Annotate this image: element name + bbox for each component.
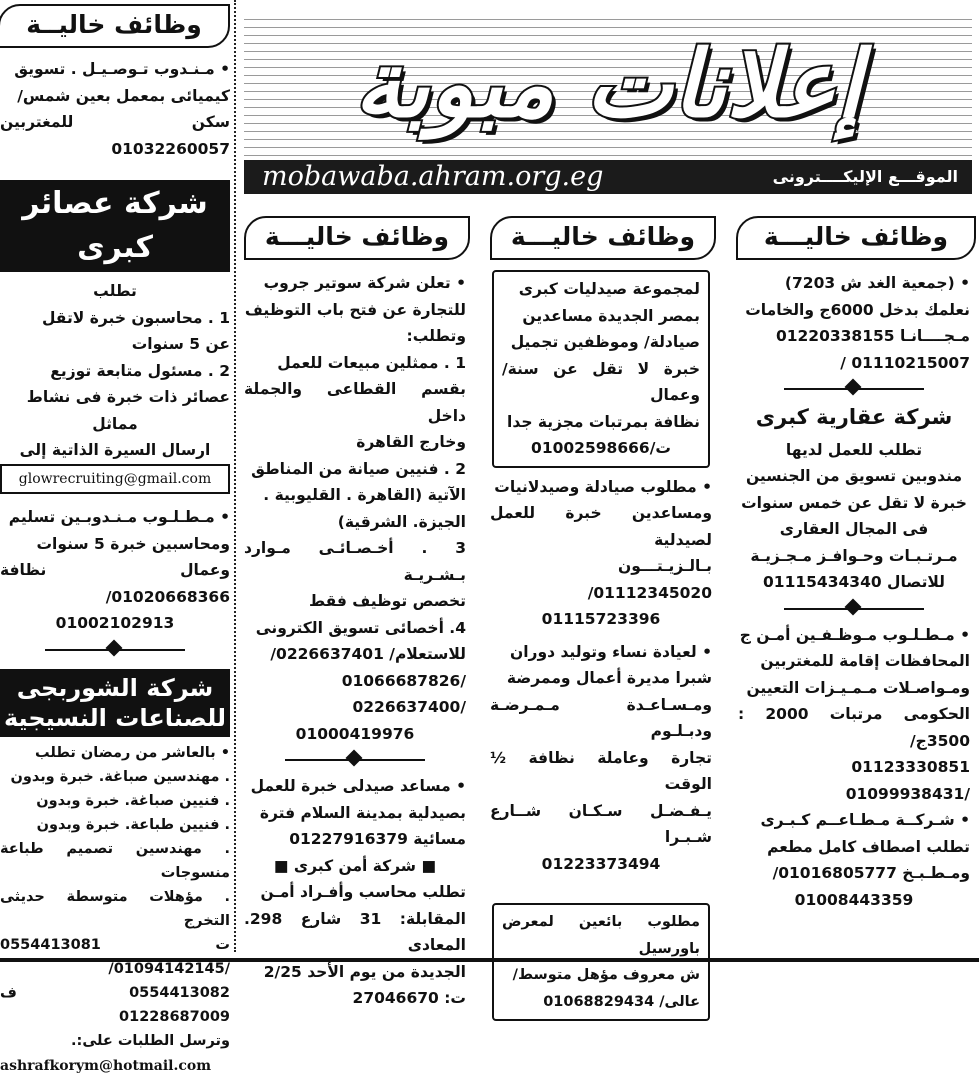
ad-line: 2 . مسئول متابعة توزيع: [0, 358, 230, 385]
ad-security: [738, 622, 970, 808]
ad-line: 01110215007 /: [738, 350, 970, 377]
ad-line: ت/01002598666: [502, 435, 700, 462]
ad-line: وعمال نظافة 01020668366/: [0, 557, 230, 610]
ad-line: 1 . محاسبون خبرة لاتقل: [0, 305, 230, 332]
ad-line: عن 5 سنوات: [0, 331, 230, 358]
ad-line: مندوبين تسويق من الجنسين: [738, 463, 970, 490]
ad-line: 3 . أخـصـائـى مـوارد بـشـريـة: [244, 535, 466, 588]
ad-line: مـجــــانـا 01220338155: [738, 323, 970, 350]
divider: [784, 598, 924, 620]
ad-line: بصيدلية بمدينة السلام فترة: [244, 800, 466, 827]
ad-soter-group: [244, 270, 466, 747]
ad-line: • مـنـدوب تـوصـيـل . تسويق: [0, 56, 230, 83]
ad-line: سكن للمغتربين 01032260057: [0, 109, 230, 162]
company-banner-line: شركة الشوربجى: [0, 673, 230, 703]
ad-line: تطلب للعمل لديها: [738, 437, 970, 464]
ad-line: ومحاسبين خبرة 5 سنوات: [0, 531, 230, 558]
ad-textiles: [0, 741, 230, 1053]
brand-logo: إعلانات مبوبة: [244, 20, 972, 150]
ad-jamaiya: [738, 270, 970, 376]
ad-line: • (جمعية الغد ش 7203): [738, 270, 970, 297]
ad-line: للاستعلام/ 0226637401/: [244, 641, 466, 668]
divider: [45, 639, 185, 661]
ad-line: الجيزة. الشرقية): [244, 509, 466, 536]
ad-line: بـالـزيـتـــون 01112345020/: [490, 553, 712, 606]
ad-line: 4. أخصائى تسويق الكترونى: [244, 615, 466, 642]
ad-line: 01123330851 /01099938431: [738, 754, 970, 807]
ad-line: ارسال السيرة الذاتية إلى: [0, 437, 230, 464]
divider: [285, 749, 425, 771]
section-header-far: وظائف خاليــة: [0, 4, 230, 48]
ad-delivery: [0, 56, 230, 162]
email-link[interactable]: ashrafkorym@hotmail.com: [0, 1053, 230, 1079]
ad-line: مطلوب بائعين لمعرض باورسيل: [502, 909, 700, 962]
ad-line: . فنيين صباغة. خبرة وبدون: [0, 789, 230, 813]
ad-line: ومـسـاعـدة مـمـرضـة ودبـلـوم: [490, 692, 712, 745]
ad-line: مسائية 01227916379: [244, 826, 466, 853]
site-label: الموقـــع الإليكــــترونى: [773, 160, 958, 194]
email-link[interactable]: glowrecruiting@gmail.com: [0, 464, 230, 495]
ad-line: • لعيادة نساء وتوليد دوران: [490, 639, 712, 666]
ad-line: نعلمك بدخل 6000ج والخامات: [738, 297, 970, 324]
ad-pharmacists: [490, 474, 712, 633]
ad-line: تطلب محاسب وأفـراد أمـن: [244, 879, 466, 906]
ad-line: تطلب: [0, 278, 230, 305]
ad-line: فى المجال العقارى: [738, 516, 970, 543]
ad-line: 01223373494: [490, 851, 712, 878]
ad-line: تجارة وعاملة نظافة ½ الوقت: [490, 745, 712, 798]
site-bar: [244, 160, 972, 194]
ad-line: ومساعدين خبرة للعمل لصيدلية: [490, 500, 712, 553]
ad-line: الجديدة من يوم الأحد 2/25: [244, 959, 466, 986]
ad-line: عالى/ 01068829434: [502, 989, 700, 1016]
site-url[interactable]: mobawaba.ahram.org.eg: [262, 160, 603, 194]
ad-line: الآتية (القاهرة . القليوبية .: [244, 482, 466, 509]
diamond-icon: [106, 639, 123, 656]
ad-line: ش معروف مؤهل متوسط/: [502, 962, 700, 989]
ad-line: وترسل الطلبات على:.: [0, 1029, 230, 1053]
ad-line: 1 . ممثلين مبيعات للعمل: [244, 350, 466, 377]
ad-line: وخارج القاهرة: [244, 429, 466, 456]
company-name: شركة عقارية كبرى: [738, 404, 970, 431]
ad-line: تطلب اصطاف كامل مطعم: [738, 834, 970, 861]
ad-line: 0554413082 ف 01228687009: [0, 981, 230, 1029]
ad-delivery-reps: [0, 504, 230, 637]
ad-heading: ■ شركة أمن كبرى ■: [244, 853, 466, 880]
column-right: [738, 270, 970, 913]
ad-line: • مـطـلـوب مـنـدوبـين تسليم: [0, 504, 230, 531]
ad-pharmacist-assistant: [244, 773, 466, 853]
ad-line: 2 . فنيين صيانة من المناطق: [244, 456, 466, 483]
ad-line: • مساعد صيدلى خبرة للعمل: [244, 773, 466, 800]
diamond-icon: [845, 379, 862, 396]
section-header-left: وظائف خاليـــة: [244, 216, 470, 260]
ad-line: ومـطـبـخ 01016805777/: [738, 860, 970, 887]
ad-line: . مؤهلات متوسطة حديثى التخرج: [0, 885, 230, 933]
ad-line: خبرة لا تقل عن سنة/ وعمال: [502, 356, 700, 409]
ad-security-company: [244, 853, 466, 1012]
ad-line: الحكومى مرتبات 2000 : 3500ج/: [738, 701, 970, 754]
ad-box-pharmacies: [492, 270, 710, 468]
ad-clinic: [490, 639, 712, 878]
ad-line: . فنيين طباعة. خبرة وبدون: [0, 813, 230, 837]
ad-line: . مهندسين تصميم طباعة منسوجات: [0, 837, 230, 885]
ad-line: بقسم القطاعى والجملة داخل: [244, 376, 466, 429]
ad-line: بمصر الجديدة مساعدين: [502, 303, 700, 330]
ad-line: كيميائى بمعمل بعين شمس/: [0, 83, 230, 110]
column-left: [244, 270, 466, 1012]
column-rule: [234, 0, 236, 952]
ad-line: 01008443359: [738, 887, 970, 914]
ad-line: وتطلب:: [244, 323, 466, 350]
ad-restaurants: [738, 807, 970, 913]
ad-box-sellers: [492, 903, 710, 1021]
ad-line: خبرة لا تقل عن خمس سنوات: [738, 490, 970, 517]
ad-line: ومـواصـلات مـمـيـزات التعيين: [738, 675, 970, 702]
diamond-icon: [346, 750, 363, 767]
ad-line: لمجموعة صيدليات كبرى: [502, 276, 700, 303]
divider: [784, 378, 924, 400]
ad-line: ت: 27046670: [244, 985, 466, 1012]
ad-line: للاتصال 01115434340: [738, 569, 970, 596]
bottom-rule: [0, 958, 979, 962]
ad-line: • مـطـلـوب مـوظـفـين أمـن ج: [738, 622, 970, 649]
ad-line: نظافة بمرتبات مجزية جدا: [502, 409, 700, 436]
ad-line: شبرا مديرة أعمال وممرضة: [490, 665, 712, 692]
section-header-right: وظائف خاليـــة: [736, 216, 976, 260]
ad-line: يـفـضـل سـكـان شــارع شـبـرا: [490, 798, 712, 851]
ad-line: • بالعاشر من رمضان تطلب: [0, 741, 230, 765]
ad-line: 01002102913: [0, 610, 230, 637]
ad-line: عصائر ذات خبرة فى نشاط: [0, 384, 230, 411]
ad-line: 01000419976: [244, 721, 466, 748]
company-banner-textiles: [0, 669, 230, 737]
masthead: [244, 0, 972, 196]
column-far-left: [0, 56, 230, 1079]
company-banner-line: للصناعات النسيجية: [0, 703, 230, 733]
ad-line: صيادلة/ وموظفين تجميل: [502, 329, 700, 356]
ad-line: مـرتـبـات وحـوافـز مـجـزيـة: [738, 543, 970, 570]
ad-line: مماثل: [0, 411, 230, 438]
ad-juices: [0, 278, 230, 464]
column-middle: [490, 266, 712, 1025]
ad-line: • شـركــة مـطـاعــم كـبـرى: [738, 807, 970, 834]
ad-line: المحافظات إقامة للمغتربين: [738, 648, 970, 675]
ad-line: 01115723396: [490, 606, 712, 633]
ad-real-estate: [738, 437, 970, 596]
ad-line: المقابلة: 31 شارع 298. المعادى: [244, 906, 466, 959]
ad-line: ت 0554413081 /01094142145/: [0, 933, 230, 981]
ad-line: . مهندسين صباغة. خبرة وبدون: [0, 765, 230, 789]
company-banner-juices: شركة عصائر كبرى: [0, 180, 230, 272]
ad-line: تخصص توظيف فقط: [244, 588, 466, 615]
ad-line: للتجارة عن فتح باب التوظيف: [244, 297, 466, 324]
ad-line: • تعلن شركة سوتير جروب: [244, 270, 466, 297]
ad-line: /01066687826 /0226637400: [244, 668, 466, 721]
section-header-middle: وظائف خاليـــة: [490, 216, 716, 260]
diamond-icon: [845, 598, 862, 615]
ad-line: • مطلوب صيادلة وصيدلانيات: [490, 474, 712, 501]
